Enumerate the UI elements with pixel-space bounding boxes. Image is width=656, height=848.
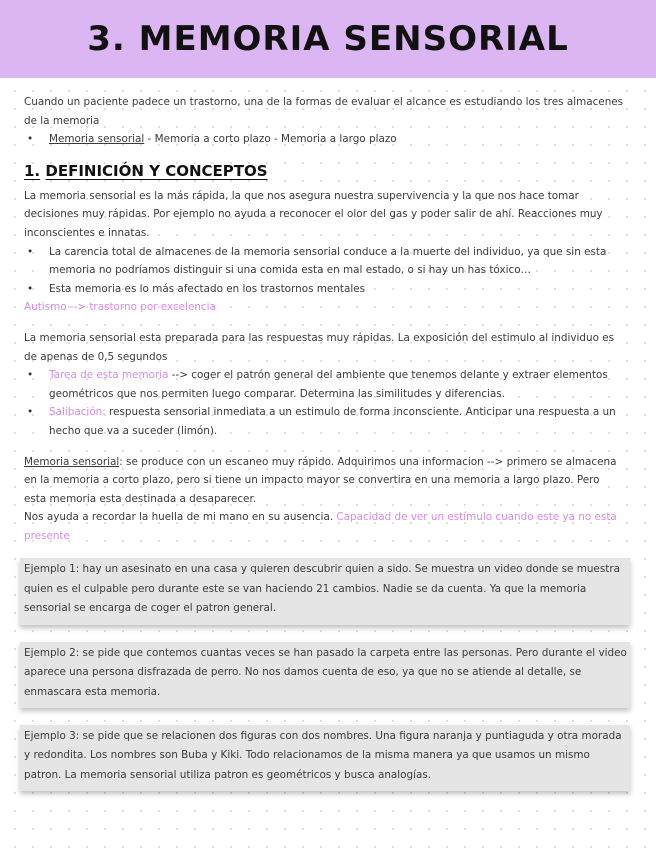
example-text: Ejemplo 1: hay un asesinato en una casa y quieren descubrir quien a sido. Se muestra un video donde se muestra quien es el culpable pero durante este se van haciendo 21 cambios. Nadie se da cuenta. Ya que la memoria sensorial se encarga de coger el patron general. bbox=[24, 563, 620, 615]
list-item: • Esta memoria es lo más afectado en los trastornos mentales bbox=[24, 280, 624, 299]
task-label: Tarea de esta memoria bbox=[49, 369, 169, 382]
example-box-1 bbox=[20, 558, 630, 624]
example-text: Ejemplo 3: se pide que se relacionen dos figuras con dos nombres. Una figura naranja y puntiaguda y otra morada y redondita. Los nombres son Buba y Kiki. Todo relacionamos de la misma manera ya que usamos un mismo patron. La memoria sensorial utiliza patron es geométricos y busca analogías. bbox=[24, 729, 622, 781]
handprint-paragraph bbox=[24, 508, 624, 545]
section-number: 1. bbox=[24, 161, 41, 180]
exposure-paragraph: La memoria sensorial esta preparada para las respuestas muy rápidas. La exposición del estimulo al individuo es de apenas de 0,5 segundos bbox=[24, 331, 615, 363]
example-box-3 bbox=[20, 725, 630, 791]
definition-paragraph: La memoria sensorial es la más rápida, la que nos asegura nuestra supervivencia y la que nos hace tomar decisiones muy rápidas. Por ejemplo no ayuda a reconocer el olor del gas y poder salir de ahí. Reacciones muy inconscientes e innatas. bbox=[24, 189, 603, 239]
intro-bullet bbox=[24, 130, 624, 149]
list-item bbox=[24, 403, 624, 440]
list-item bbox=[24, 366, 624, 403]
intro-paragraph: Cuando un paciente padece un trastorno, una de la formas de evaluar el alcance es estudiando los tres almacenes de la memoria bbox=[24, 96, 624, 127]
example-box-2 bbox=[20, 642, 630, 708]
list-item: • La carencia total de almacenes de la memoria sensorial conduce a la muerte del individuo, ya que sin esta memoria no podríamos distinguir si una comida esta en mal estado, o si hay un has tóxico… bbox=[24, 243, 624, 280]
section-title: DEFINICIÓN Y CONCEPTOS bbox=[45, 161, 268, 180]
example-text: Ejemplo 2: se pide que contemos cuantas veces se han pasado la carpeta entre las personas. Pero durante el video aparece una persona disfrazada de perro. No nos damos cuenta de eso, ya que no se atiende al detalle, se enmascara esta memoria. bbox=[24, 646, 627, 698]
document-body bbox=[24, 93, 627, 791]
intro-bullet-underlined: Memoria sensorial bbox=[49, 133, 145, 146]
task-text: --> coger el patrón general del ambiente que tenemos delante y extraer elementos geométricos que nos permiten luego comparar. Determina las similitudes y diferencias. bbox=[49, 369, 608, 400]
salivation-label: Salibación: bbox=[49, 406, 106, 419]
handprint-pink: Capacidad de ver un estímulo cuando este ya no esta presente bbox=[24, 511, 617, 542]
salivation-text: respuesta sensorial inmediata a un estimulo de forma inconsciente. Anticipar una respuesta a un hecho que va a suceder (limón). bbox=[49, 406, 616, 437]
section-heading bbox=[24, 161, 624, 181]
scan-paragraph bbox=[24, 453, 624, 509]
scan-underlined: Memoria sensorial bbox=[24, 455, 120, 468]
page-title: 3. MEMORIA SENSORIAL bbox=[87, 19, 569, 59]
scan-text: : se produce con un escaneo muy rápido. Adquirimos una informacion --> primero se almacena en la memoria a corto plazo, pero si tiene un impacto mayor se convertira en una memoria a largo plazo. Pero esta memoria esta destinada a desaparecer. bbox=[24, 455, 617, 505]
autism-note: Autismo --> trastorno por excelencia bbox=[24, 301, 216, 314]
handprint-text: Nos ayuda a recordar la huella de mi mano en su ausencia. bbox=[24, 511, 334, 524]
title-banner bbox=[0, 0, 656, 78]
intro-bullet-rest: - Memoria a corto plazo - Memoria a largo plazo bbox=[144, 133, 397, 146]
